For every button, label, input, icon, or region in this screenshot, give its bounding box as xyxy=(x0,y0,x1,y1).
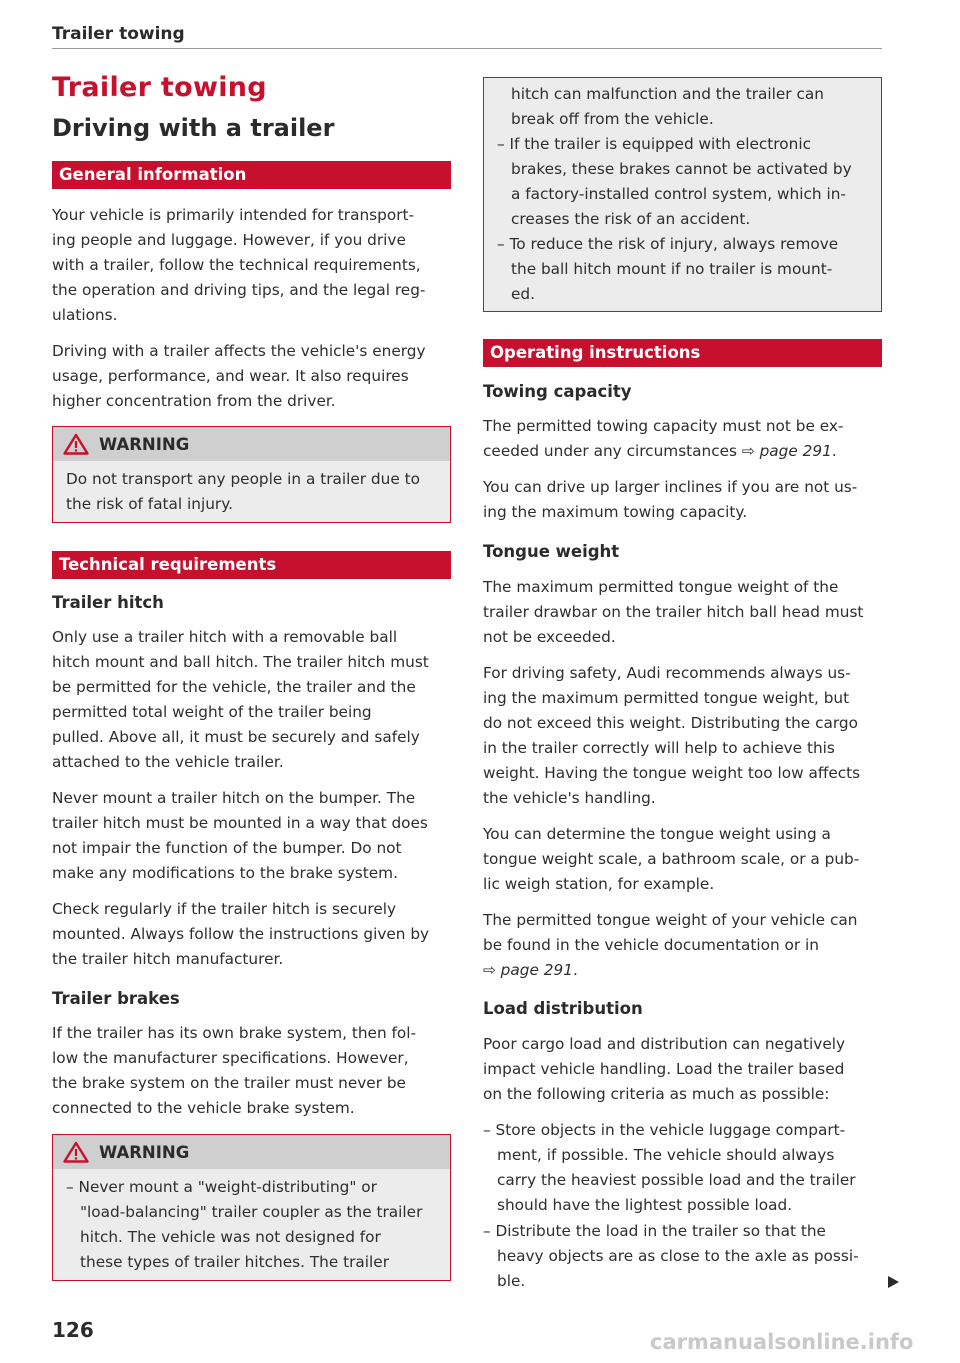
warning-box-hitch-continued xyxy=(483,77,882,312)
capacity-paragraph-1: The permitted towing capacity must not be ex- ceeded under any circumstances ⇨ page 291. xyxy=(483,417,844,460)
warning-text: Do not transport any people in a trailer due to the risk of fatal injury. xyxy=(66,470,420,513)
load-list-item-1: – Store objects in the vehicle luggage compart- ment, if possible. The vehicle should always carry the heaviest possible load and the trailer should have the lightest possible load. xyxy=(483,1121,856,1214)
capacity-paragraph-2: You can drive up larger inclines if you are not us- ing the maximum towing capacity. xyxy=(483,478,858,521)
general-paragraph-2: Driving with a trailer affects the vehicle's energy usage, performance, and wear. It also requires higher concentration from the driver. xyxy=(52,342,426,410)
load-distribution-heading: Load distribution xyxy=(483,999,643,1018)
trailer-hitch-heading: Trailer hitch xyxy=(52,593,164,612)
hitch-paragraph-3: Check regularly if the trailer hitch is securely mounted. Always follow the instructions given by the trailer hitch manufacturer. xyxy=(52,900,430,968)
warning-triangle-icon xyxy=(63,1141,89,1163)
load-list-item-2: – Distribute the load in the trailer so that the heavy objects are as close to the axle as possi- ble. xyxy=(483,1222,859,1290)
warning-text: – Never mount a "weight-distributing" or "load-balancing" trailer coupler as the trailer hitch. The vehicle was not designed for these types of trailer hitches. The trailer xyxy=(66,1178,423,1271)
tongue-paragraph-2: For driving safety, Audi recommends always us- ing the maximum permitted tongue weight, but do not exceed this weight. Distributing the cargo in the trailer correctly will help to achieve this weight. Having the tongue weight too low affects the vehicle's handling. xyxy=(483,664,861,807)
warning-text-continued: hitch can malfunction and the trailer can break off from the vehicle. – If the trailer is equipped with electronic brakes, these brakes cannot be activated by a factory-installed control system, which in- creases the risk of an accident. – To reduce the risk of injury, always remove the ball hitch mount if no trailer is mount- ed. xyxy=(497,85,852,303)
hitch-paragraph-2: Never mount a trailer hitch on the bumper. The trailer hitch must be mounted in a way that does not impair the function of the bumper. Do not make any modifications to the brake system. xyxy=(52,789,428,882)
watermark: carmanualsonline.info xyxy=(650,1330,914,1354)
general-information-heading: General information xyxy=(52,161,451,189)
warning-box-passengers xyxy=(52,426,451,523)
general-paragraph-1: Your vehicle is primarily intended for transport- ing people and luggage. However, if you drive with a trailer, follow the technical requirements, the operation and driving tips, and the legal reg- ulations. xyxy=(52,206,426,324)
warning-header xyxy=(53,1135,450,1169)
warning-label: WARNING xyxy=(99,1142,190,1162)
tongue-paragraph-4: The permitted tongue weight of your vehicle can be found in the vehicle documentation or in ⇨ page 291. xyxy=(483,911,858,979)
load-paragraph-1: Poor cargo load and distribution can negatively impact vehicle handling. Load the trailer based on the following criteria as much as possible: xyxy=(483,1035,846,1103)
warning-header xyxy=(53,427,450,461)
towing-capacity-heading: Towing capacity xyxy=(483,382,632,401)
next-page-arrow-icon[interactable] xyxy=(886,1275,900,1289)
page-number: 126 xyxy=(52,1318,94,1342)
tongue-paragraph-1: The maximum permitted tongue weight of the trailer drawbar on the trailer hitch ball head must not be exceeded. xyxy=(483,578,864,646)
trailer-brakes-heading: Trailer brakes xyxy=(52,989,180,1008)
page-reference-link[interactable]: ⇨ page 291 xyxy=(741,442,832,460)
running-header: Trailer towing xyxy=(52,24,882,49)
section-title: Driving with a trailer xyxy=(52,114,335,142)
operating-instructions-heading: Operating instructions xyxy=(483,339,882,367)
tongue-weight-heading: Tongue weight xyxy=(483,542,620,561)
warning-label: WARNING xyxy=(99,434,190,454)
warning-triangle-icon xyxy=(63,433,89,455)
brakes-paragraph-1: If the trailer has its own brake system, then fol- low the manufacturer specifications. However, the brake system on the trailer must never be connected to the vehicle brake system. xyxy=(52,1024,417,1117)
warning-box-hitch-left xyxy=(52,1134,451,1281)
tongue-paragraph-3: You can determine the tongue weight using a tongue weight scale, a bathroom scale, or a pub- lic weigh station, for example. xyxy=(483,825,860,893)
page-reference-link[interactable]: ⇨ page 291 xyxy=(483,961,573,979)
chapter-title: Trailer towing xyxy=(52,72,267,103)
technical-requirements-heading: Technical requirements xyxy=(52,551,451,579)
hitch-paragraph-1: Only use a trailer hitch with a removable ball hitch mount and ball hitch. The trailer hitch must be permitted for the vehicle, the trailer and the permitted total weight of the trailer being pulled. Above all, it must be securely and safely attached to the vehicle trailer. xyxy=(52,628,429,771)
